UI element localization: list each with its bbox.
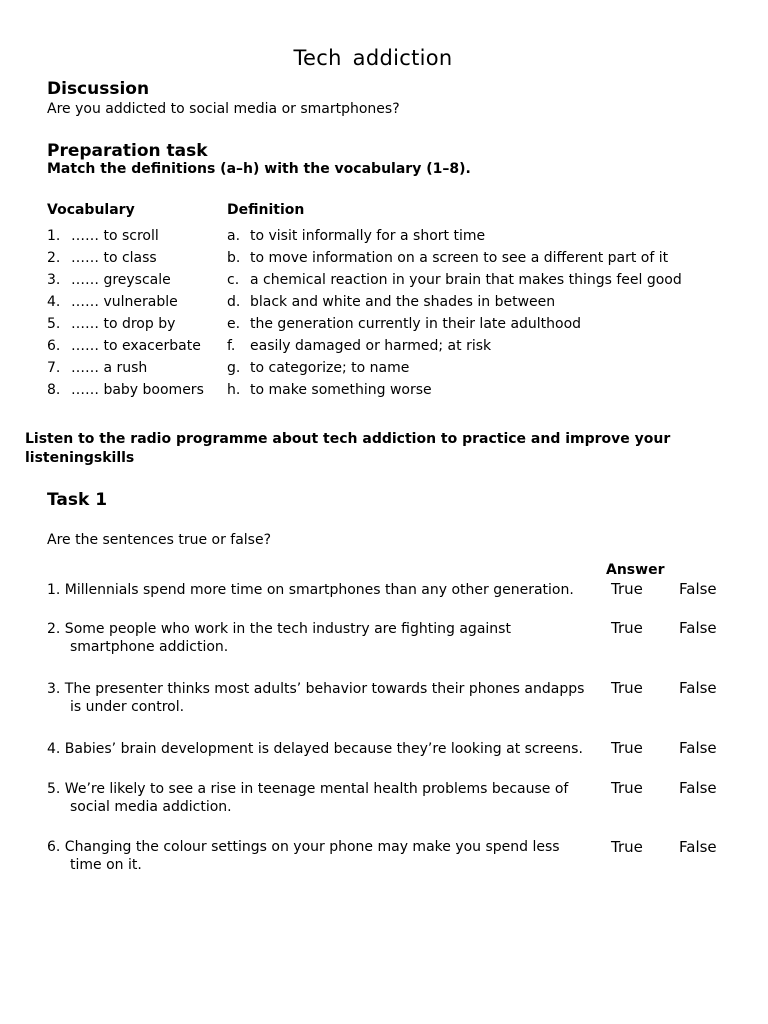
definition-text: to move information on a screen to see a different part of it <box>250 250 669 266</box>
vocabulary-text: …… to drop by <box>71 316 176 332</box>
definition-text: to make something worse <box>250 382 432 398</box>
vocabulary-text: …… greyscale <box>71 272 171 288</box>
vocabulary-text: …… to class <box>71 250 157 266</box>
false-option[interactable]: False <box>679 739 717 757</box>
true-option[interactable]: True <box>611 679 643 697</box>
page-title: Tech addiction <box>293 46 453 70</box>
vocabulary-list <box>47 225 204 401</box>
vocabulary-number: 1. <box>47 228 61 244</box>
vocabulary-text: …… to scroll <box>71 228 159 244</box>
false-option[interactable]: False <box>679 619 717 637</box>
item-text: 6. Changing the colour settings on your phone may make you spend less <box>47 839 560 855</box>
item-text: 2. Some people who work in the tech industry are fighting against <box>47 621 511 637</box>
definition-item <box>227 247 682 269</box>
true-option[interactable]: True <box>611 619 643 637</box>
definition-letter: b. <box>227 250 241 266</box>
true-option[interactable]: True <box>611 739 643 757</box>
item-text: 5. We’re likely to see a rise in teenage mental health problems because of <box>47 781 569 797</box>
vocabulary-number: 4. <box>47 294 61 310</box>
vocabulary-item <box>47 313 204 335</box>
vocabulary-number: 8. <box>47 382 61 398</box>
task1-item-3 <box>47 680 584 716</box>
answer-header: Answer <box>606 562 665 578</box>
vocabulary-item <box>47 379 204 401</box>
task1-item-6 <box>47 838 560 874</box>
definition-text: to visit informally for a short time <box>250 228 486 244</box>
vocabulary-number: 7. <box>47 360 61 376</box>
vocabulary-number: 3. <box>47 272 61 288</box>
false-option[interactable]: False <box>679 580 717 598</box>
definition-list <box>227 225 682 401</box>
definition-text: easily damaged or harmed; at risk <box>250 338 492 354</box>
definition-header: Definition <box>227 202 305 218</box>
vocabulary-number: 2. <box>47 250 61 266</box>
vocabulary-text: …… a rush <box>71 360 148 376</box>
task1-heading: Task 1 <box>47 490 108 510</box>
task1-question: Are the sentences true or false? <box>47 532 272 548</box>
discussion-question: Are you addicted to social media or smartphones? <box>47 101 400 117</box>
definition-letter: d. <box>227 294 241 310</box>
definition-letter: e. <box>227 316 241 332</box>
task1-item-4 <box>47 740 583 758</box>
definition-letter: f. <box>227 338 236 354</box>
task1-item-1 <box>47 581 574 599</box>
discussion-heading: Discussion <box>47 79 150 99</box>
task1-item-2 <box>47 620 511 656</box>
true-option[interactable]: True <box>611 779 643 797</box>
item-text: 1. Millennials spend more time on smartphones than any other generation. <box>47 582 574 598</box>
definition-item <box>227 357 682 379</box>
definition-letter: c. <box>227 272 240 288</box>
vocabulary-number: 5. <box>47 316 61 332</box>
item-text-continued: smartphone addiction. <box>70 639 229 655</box>
listen-instruction-line2: listeningskills <box>25 450 135 466</box>
item-text-continued: time on it. <box>70 857 142 873</box>
definition-text: to categorize; to name <box>250 360 410 376</box>
definition-letter: a. <box>227 228 241 244</box>
definition-item <box>227 379 682 401</box>
vocabulary-text: …… to exacerbate <box>71 338 201 354</box>
false-option[interactable]: False <box>679 838 717 856</box>
item-text-continued: is under control. <box>70 699 185 715</box>
vocabulary-text: …… vulnerable <box>71 294 178 310</box>
definition-item <box>227 269 682 291</box>
task1-item-5 <box>47 780 568 816</box>
definition-item <box>227 335 682 357</box>
item-text: 4. Babies’ brain development is delayed because they’re looking at screens. <box>47 741 583 757</box>
vocabulary-header: Vocabulary <box>47 202 135 218</box>
false-option[interactable]: False <box>679 679 717 697</box>
definition-item <box>227 225 682 247</box>
vocabulary-item <box>47 291 204 313</box>
definition-item <box>227 291 682 313</box>
vocabulary-text: …… baby boomers <box>71 382 204 398</box>
listen-instruction-line1: Listen to the radio programme about tech addiction to practice and improve your <box>25 431 671 447</box>
item-text: 3. The presenter thinks most adults’ behavior towards their phones andapps <box>47 681 585 697</box>
preparation-heading: Preparation task <box>47 141 208 161</box>
true-option[interactable]: True <box>611 580 643 598</box>
vocabulary-item <box>47 225 204 247</box>
definition-text: a chemical reaction in your brain that makes things feel good <box>250 272 682 288</box>
definition-letter: g. <box>227 360 241 376</box>
preparation-instruction: Match the definitions (a–h) with the vocabulary (1–8). <box>47 161 471 177</box>
true-option[interactable]: True <box>611 838 643 856</box>
vocabulary-item <box>47 335 204 357</box>
false-option[interactable]: False <box>679 779 717 797</box>
definition-text: the generation currently in their late adulthood <box>250 316 582 332</box>
item-text-continued: social media addiction. <box>70 799 232 815</box>
vocabulary-number: 6. <box>47 338 61 354</box>
vocabulary-item <box>47 269 204 291</box>
definition-letter: h. <box>227 382 241 398</box>
vocabulary-item <box>47 247 204 269</box>
definition-item <box>227 313 682 335</box>
definition-text: black and white and the shades in between <box>250 294 556 310</box>
vocabulary-item <box>47 357 204 379</box>
